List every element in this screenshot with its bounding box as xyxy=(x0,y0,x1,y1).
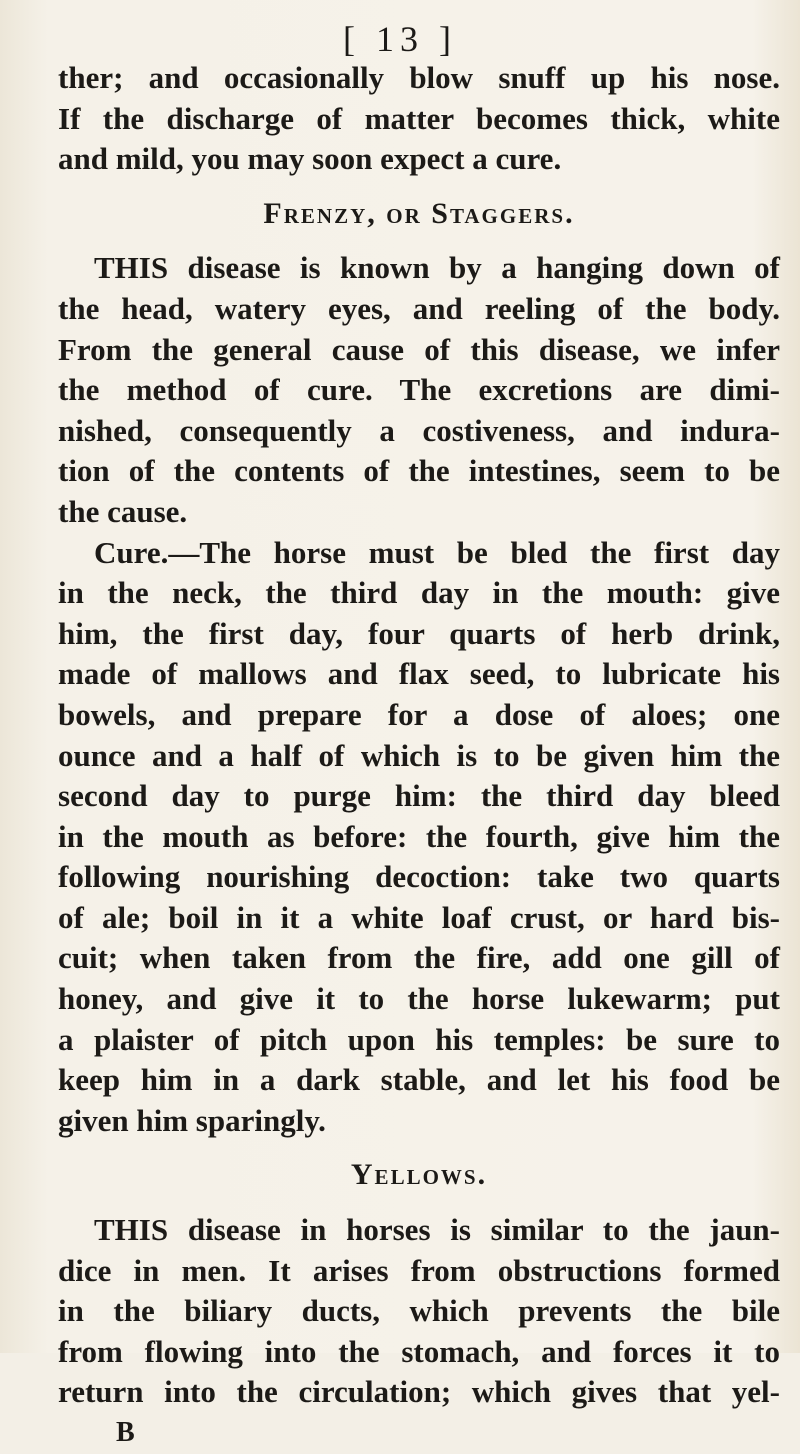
text-line: following nourishing decoction: take two quarts xyxy=(58,859,780,895)
page-body xyxy=(58,58,780,1454)
text-line: From the general cause of this disease, we infer xyxy=(58,331,780,367)
section-heading-frenzy: Frenzy, or Staggers. xyxy=(263,196,575,230)
text-line: in the neck, the third day in the mouth: give xyxy=(58,575,780,611)
text-line: dice in men. It arises from obstructions formed xyxy=(58,1252,780,1288)
signature-mark: B xyxy=(116,1417,135,1448)
text-line: nished, consequently a costiveness, and indura- xyxy=(58,412,780,448)
text-line: in the mouth as before: the fourth, give him the xyxy=(58,818,780,854)
page-number: [ 13 ] xyxy=(343,19,457,59)
text-line: the cause. xyxy=(58,493,188,529)
text-line: in the biliary ducts, which prevents the bile xyxy=(58,1293,780,1329)
text-line: a plaister of pitch upon his temples: be sure to xyxy=(58,1021,780,1057)
text-line: the head, watery eyes, and reeling of the body. xyxy=(58,290,780,326)
text-line: of ale; boil in it a white loaf crust, or hard bis- xyxy=(58,899,780,935)
text-line: him, the first day, four quarts of herb drink, xyxy=(58,615,780,651)
text-line: tion of the contents of the intestines, seem to be xyxy=(58,453,780,489)
text-line: Cure.—The horse must be bled the first day xyxy=(94,534,780,570)
text-line: return into the circulation; which gives that yel- xyxy=(58,1374,780,1410)
text-line: from flowing into the stomach, and forces it to xyxy=(58,1333,780,1369)
text-line: cuit; when taken from the fire, add one gill of xyxy=(58,940,780,976)
text-line: ounce and a half of which is to be given him the xyxy=(58,737,780,773)
text-line: the method of cure. The excretions are dimi- xyxy=(58,372,780,408)
section-heading-yellows: Yellows. xyxy=(350,1158,488,1192)
text-line: ther; and occasionally blow snuff up his nose. xyxy=(58,60,780,95)
text-line: If the discharge of matter becomes thick, white xyxy=(58,100,780,136)
text-line: and mild, you may soon expect a cure. xyxy=(58,141,562,177)
text-line: THIS disease is known by a hanging down of xyxy=(94,250,780,286)
text-line: THIS disease in horses is similar to the jaun- xyxy=(94,1212,780,1248)
text-line: keep him in a dark stable, and let his food be xyxy=(58,1062,780,1098)
text-line: bowels, and prepare for a dose of aloes; one xyxy=(58,696,780,732)
text-line: given him sparingly. xyxy=(58,1102,326,1138)
text-line: made of mallows and flax seed, to lubricate his xyxy=(58,656,780,692)
text-line: second day to purge him: the third day bleed xyxy=(58,778,780,814)
text-line: honey, and give it to the horse lukewarm; put xyxy=(58,981,780,1017)
